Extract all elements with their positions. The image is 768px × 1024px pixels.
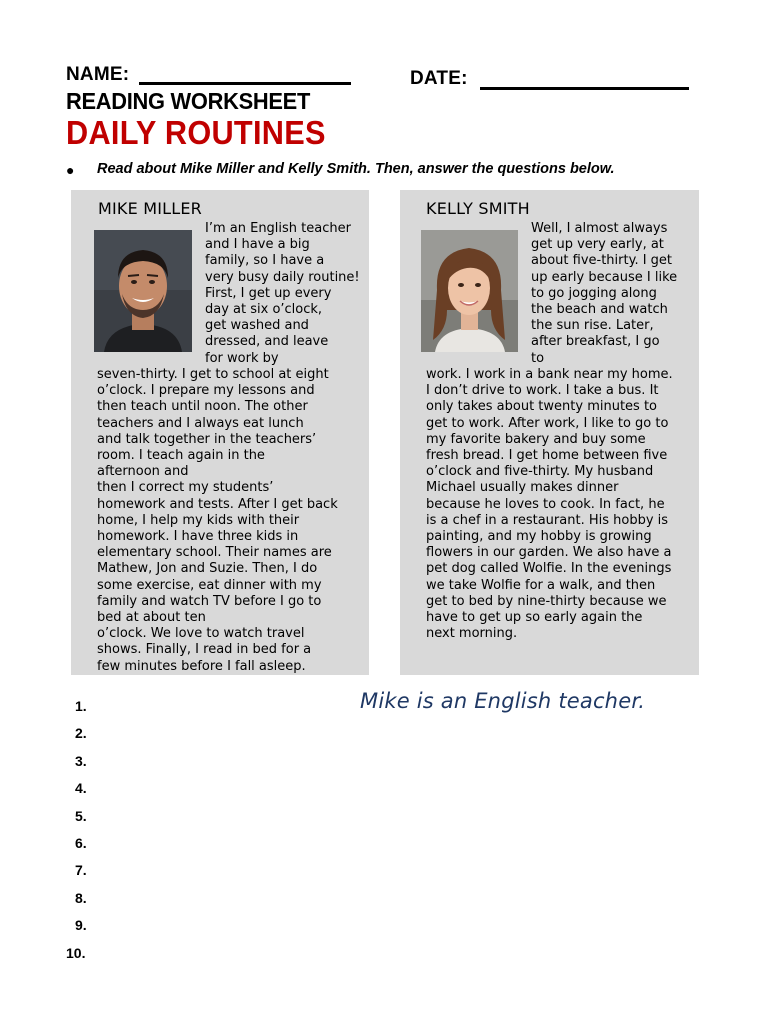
kelly-line: the sun rise. Later, [531, 318, 654, 334]
worksheet-title: READING WORKSHEET [66, 88, 311, 114]
mike-story-text-top [205, 221, 360, 367]
mike-line: then I correct my students’ [97, 480, 274, 496]
kelly-line: get to bed by nine-thirty because we [426, 593, 667, 609]
mike-line: homework and tests. After I get back [97, 496, 338, 512]
question-number-5: 5. [75, 807, 87, 824]
mike-line: dressed, and leave [205, 334, 329, 350]
mike-line: some exercise, eat dinner with my [97, 577, 322, 593]
kelly-line: the beach and watch [531, 302, 668, 318]
instruction-text: Read about Mike Miller and Kelly Smith. Then, answer the questions below. [97, 161, 615, 177]
question-number-10: 10. [66, 944, 86, 961]
question-number-8: 8. [75, 889, 87, 906]
man-portrait-photo-icon [94, 230, 192, 352]
mike-line: teachers and I always eat lunch [97, 415, 304, 431]
kelly-line: o’clock and five-thirty. My husband [426, 464, 654, 480]
kelly-story-text-bottom [426, 367, 673, 642]
name-label: NAME: [66, 64, 130, 85]
mike-line: I’m an English teacher [205, 221, 351, 236]
mike-line: and I have a big [205, 237, 310, 253]
mike-line: homework. I have three kids in [97, 529, 299, 545]
mike-line: and talk together in the teachers’ [97, 431, 317, 447]
kelly-line: we take Wolfie for a walk, and then [426, 577, 656, 593]
question-number-4: 4. [75, 780, 87, 797]
mike-line: get washed and [205, 318, 309, 334]
question-number-3: 3. [75, 752, 87, 769]
kelly-line: painting, and my hobby is growing [426, 529, 652, 545]
mike-line: few minutes before I fall asleep. [97, 658, 306, 674]
kelly-line: Michael usually makes dinner [426, 480, 619, 496]
kelly-line: Well, I almost always [531, 221, 668, 236]
worksheet-topic: DAILY ROUTINES [66, 114, 326, 151]
question-number-6: 6. [75, 835, 87, 851]
mike-line: o’clock. We love to watch travel [97, 626, 305, 642]
mike-line: elementary school. Their names are [97, 545, 332, 561]
mike-line: afternoon and [97, 464, 189, 480]
kelly-line: my favorite bakery and buy some [426, 431, 646, 447]
kelly-smith-name: KELLY SMITH [426, 199, 530, 218]
woman-portrait-photo-icon [421, 230, 518, 352]
mike-line: home, I help my kids with their [97, 512, 300, 528]
kelly-line: after breakfast, I go [531, 334, 660, 350]
mike-line: room. I teach again in the [97, 448, 265, 464]
kelly-line: up early because I like [531, 269, 678, 285]
mike-line: Mathew, Jon and Suzie. Then, I do [97, 561, 318, 577]
kelly-line: get up very early, at [531, 237, 664, 253]
question-number-7: 7. [75, 862, 87, 879]
name-field-line[interactable] [139, 82, 351, 85]
kelly-line: I don’t drive to work. I take a bus. It [426, 383, 659, 399]
kelly-line: fresh bread. I get home between five [426, 448, 668, 464]
mike-line: shows. Finally, I read in bed for a [97, 642, 312, 658]
question-number-1: 1. [75, 698, 87, 714]
question-number-9: 9. [75, 917, 87, 934]
kelly-line: only takes about twenty minutes to [426, 399, 657, 415]
mike-line: seven-thirty. I get to school at eight [97, 367, 329, 382]
bullet-icon: ● [66, 162, 75, 178]
question-number-2: 2. [75, 725, 87, 742]
kelly-line: because he loves to cook. In fact, he [426, 496, 665, 512]
kelly-line: to [531, 350, 545, 366]
kelly-line: pet dog called Wolfie. In the evenings [426, 561, 672, 577]
kelly-line: get to work. After work, I like to go to [426, 415, 669, 431]
mike-miller-name: MIKE MILLER [98, 199, 202, 218]
mike-line: then teach until noon. The other [97, 399, 308, 415]
date-field-line[interactable] [480, 87, 689, 90]
kelly-line: about five-thirty. I get [531, 253, 673, 269]
kelly-line: is a chef in a restaurant. His hobby is [426, 512, 669, 528]
kelly-story-text-top [531, 221, 677, 367]
mike-line: family, so I have a [205, 253, 325, 269]
kelly-line: flowers in our garden. We also have a [426, 545, 672, 561]
date-label: DATE: [410, 68, 468, 89]
mike-line: First, I get up every [205, 285, 332, 301]
kelly-line: work. I work in a bank near my home. [426, 367, 673, 382]
kelly-line: next morning. [426, 626, 518, 642]
kelly-line: to go jogging along [531, 285, 657, 301]
mike-line: very busy daily routine! [205, 269, 360, 285]
mike-line: o’clock. I prepare my lessons and [97, 383, 315, 399]
mike-line: bed at about ten [97, 610, 206, 626]
mike-line: day at six o’clock, [205, 302, 323, 318]
mike-line: for work by [205, 350, 279, 366]
mike-story-text-bottom [97, 367, 338, 675]
kelly-line: have to get up so early again the [426, 610, 643, 626]
answer-1-handwritten[interactable]: Mike is an English teacher. [360, 689, 646, 713]
mike-line: family and watch TV before I go to [97, 593, 322, 609]
